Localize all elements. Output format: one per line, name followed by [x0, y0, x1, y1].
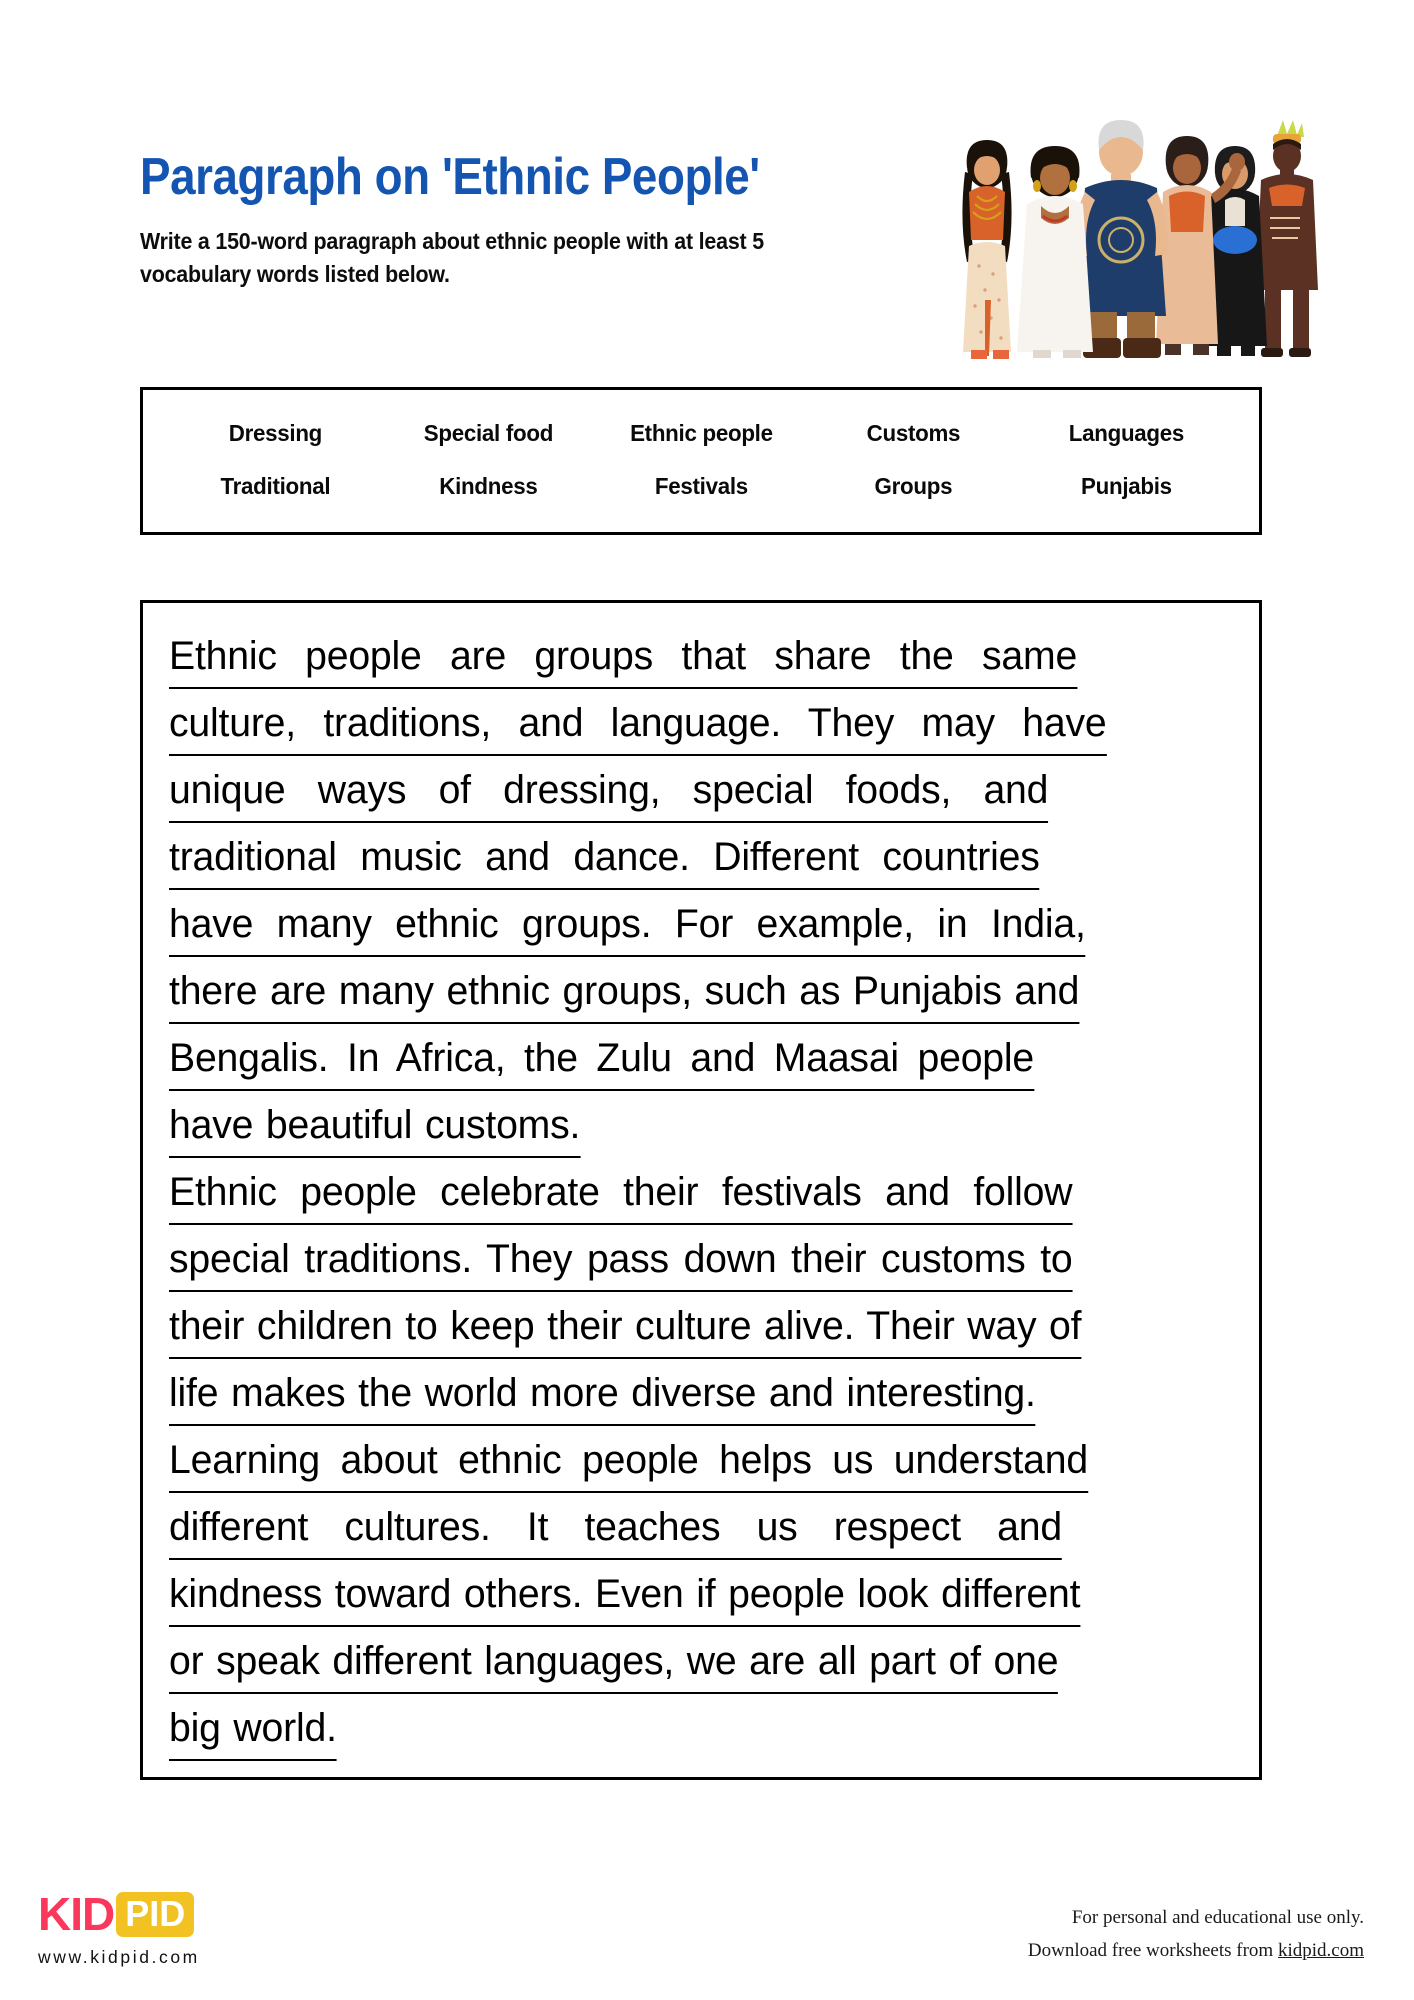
answer-line [169, 694, 1212, 761]
website-url: www.kidpid.com [38, 1947, 200, 1967]
logo-row [38, 1888, 268, 1940]
answer-line-text: life makes the world more diverse and interesting. [169, 1364, 1036, 1426]
page-title: Paragraph on 'Ethnic People' [140, 148, 760, 206]
vocabulary-word: Traditional [220, 473, 331, 499]
answer-line-text: there are many ethnic groups, such as Punjabis and [169, 962, 1079, 1024]
answer-line-text: traditional music and dance. Different countries [169, 828, 1040, 890]
answer-line-text: their children to keep their culture alive. Their way of [169, 1297, 1081, 1359]
answer-line-text: big world. [169, 1699, 337, 1761]
logo-pid-text: PID [125, 1892, 186, 1934]
answer-line [169, 1163, 1212, 1230]
vocabulary-word: Kindness [439, 473, 538, 499]
answer-line [169, 1230, 1212, 1297]
answer-line-text: have many ethnic groups. For example, in India, [169, 895, 1086, 957]
answer-line [169, 1431, 1212, 1498]
vocabulary-word: Dressing [228, 420, 323, 446]
answer-line [169, 1096, 1212, 1163]
answer-line-text: unique ways of dressing, special foods, and [169, 761, 1048, 823]
answer-line-text: have beautiful customs. [169, 1096, 580, 1158]
usage-notice-prefix: Download free worksheets from [1027, 1939, 1278, 1961]
answer-line [169, 895, 1212, 962]
answer-line [169, 627, 1212, 694]
answer-line-text: Ethnic people are groups that share the same [169, 627, 1077, 689]
answer-line [169, 1498, 1212, 1565]
answer-box[interactable] [140, 600, 1262, 1780]
figure-indian-woman-saree [962, 140, 1011, 359]
header [140, 150, 1040, 291]
logo-kid-text: KID [38, 1888, 115, 1940]
answer-line [169, 1364, 1212, 1431]
answer-line [169, 962, 1212, 1029]
answer-line [169, 1632, 1212, 1699]
usage-notice-line1: For personal and educational use only. [1071, 1907, 1364, 1928]
figure-woman-white-dress [1017, 146, 1093, 358]
usage-notice-line2 [1028, 1935, 1364, 1968]
answer-line [169, 1297, 1212, 1364]
vocabulary-word: Customs [867, 420, 961, 446]
answer-line [169, 761, 1212, 828]
ethnic-people-group-illustration [925, 100, 1345, 365]
kidpid-logo[interactable] [38, 1888, 268, 1968]
vocabulary-box [140, 387, 1262, 535]
vocabulary-word: Festivals [654, 473, 748, 499]
vocabulary-word: Punjabis [1081, 473, 1172, 499]
logo-pid-badge [116, 1892, 194, 1937]
answer-line [169, 828, 1212, 895]
answer-line-text: Ethnic people celebrate their festivals and follow [169, 1163, 1072, 1225]
answer-line-text: Learning about ethnic people helps us understand [169, 1431, 1088, 1493]
vocabulary-row [169, 420, 1233, 447]
instructions-text: Write a 150-word paragraph about ethnic people with at least 5 vocabulary words listed below. [140, 227, 764, 287]
answer-line-text: Bengalis. In Africa, the Zulu and Maasai people [169, 1029, 1034, 1091]
answer-line-text: or speak different languages, we are all part of one [169, 1632, 1058, 1694]
answer-line-text: special traditions. They pass down their customs to [169, 1230, 1073, 1292]
usage-notice [1028, 1902, 1364, 1967]
vocabulary-word: Groups [874, 473, 953, 499]
kidpid-link[interactable]: kidpid.com [1277, 1939, 1364, 1961]
vocabulary-word: Ethnic people [629, 420, 773, 446]
answer-line [169, 1029, 1212, 1096]
vocabulary-word: Languages [1068, 420, 1185, 446]
answer-line-text: kindness toward others. Even if people look different [169, 1565, 1080, 1627]
vocabulary-row [169, 473, 1233, 500]
answer-line-text: culture, traditions, and language. They may have [169, 694, 1107, 756]
answer-line [169, 1565, 1212, 1632]
answer-line-text: different cultures. It teaches us respect and [169, 1498, 1062, 1560]
vocabulary-word: Special food [423, 420, 553, 446]
answer-line [169, 1699, 1212, 1766]
